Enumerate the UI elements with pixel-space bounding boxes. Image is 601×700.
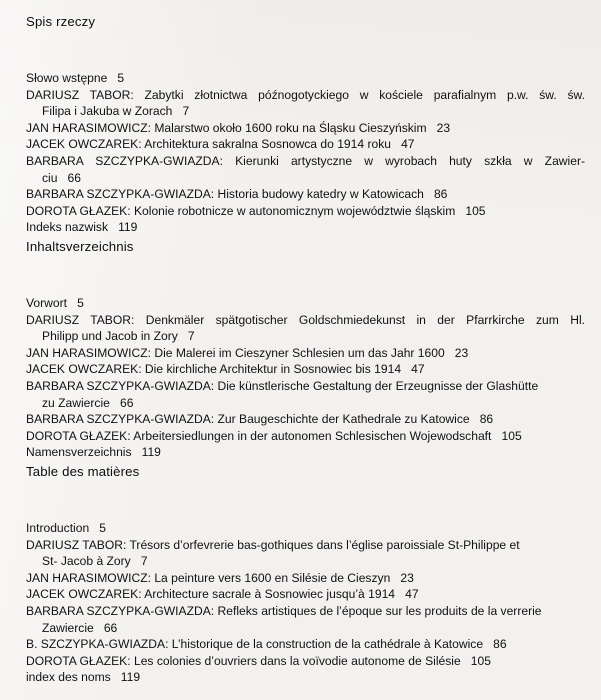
toc-entry[interactable]	[10, 428, 585, 445]
toc-entry-page-number: 86	[469, 412, 494, 427]
section-title-polish: Spis rzeczy	[26, 14, 96, 29]
toc-list-polish	[26, 70, 585, 236]
toc-entry-page-number: 86	[483, 637, 507, 652]
toc-entry-page-number: 66	[93, 620, 118, 635]
toc-entry-text: JACEK OWCZAREK: Die kirchliche Architektur in Sosnowiec bis 1914 47	[26, 362, 425, 377]
toc-entry-page-number: 119	[110, 670, 141, 685]
toc-entry[interactable]	[10, 378, 585, 411]
toc-entry[interactable]	[10, 570, 585, 587]
toc-entry-page-number: 5	[89, 521, 107, 535]
toc-entry[interactable]	[10, 537, 585, 570]
toc-entry-continuation: St- Jacob à Zory 7	[42, 554, 148, 569]
toc-entry-text: Słowo wstępne 5	[26, 71, 125, 85]
toc-entry-text: Namensverzeichnis 119	[26, 445, 161, 460]
toc-entry[interactable]	[10, 312, 585, 345]
toc-entry-continuation: Philipp und Jacob in Zory 7	[42, 329, 195, 344]
toc-entry-text: BARBARA SZCZYPKA-GWIAZDA: Kierunki artystyczne w wyrobach huty szkła w Zawier-	[26, 153, 585, 168]
toc-entry-text: BARBARA SZCZYPKA-GWIAZDA: Refleks artistiques de l’époque sur les produits de la verrerie	[26, 603, 542, 618]
toc-entry-page-number: 66	[109, 395, 134, 410]
toc-entry[interactable]	[10, 186, 585, 203]
toc-entry-page-number: 119	[108, 220, 138, 235]
toc-entry-text: Indeks nazwisk 119	[26, 220, 138, 235]
toc-entry-text: JAN HARASIMOWICZ: Die Malerei im Cieszyner Schlesien um das Jahr 1600 23	[26, 345, 469, 360]
toc-entry-text: JACEK OWCZAREK: Architecture sacrale à Sosnowiec jusqu’à 1914 47	[26, 587, 419, 602]
toc-entry-text: Introduction 5	[26, 521, 107, 535]
toc-entry[interactable]	[10, 653, 585, 670]
toc-entry-text: BARBARA SZCZYPKA-GWIAZDA: Zur Baugeschichte der Kathedrale zu Katowice 86	[26, 412, 494, 427]
toc-entry-page-number: 23	[426, 120, 451, 135]
toc-entry-page-number: 23	[444, 345, 469, 360]
toc-entry-text: JACEK OWCZAREK: Architektura sakralna Sosnowca do 1914 roku 47	[26, 137, 415, 152]
toc-entry-continuation: zu Zawiercie 66	[42, 395, 134, 410]
toc-entry-page-number: 5	[67, 296, 84, 310]
toc-entry[interactable]	[10, 345, 585, 362]
toc-entry-text: B. SZCZYPKA-GWIAZDA: L’historique de la construction de la cathédrale à Katowice 86	[26, 637, 507, 652]
toc-entry-page-number: 47	[395, 587, 419, 602]
toc-entry-text: DARIUSZ TABOR: Zabytki złotnictwa późnogotyckiego w kościele parafialnym p.w. św. św.	[26, 87, 585, 102]
toc-entry-text: DARIUSZ TABOR: Trésors d’orfevrerie bas-gothiques dans l’église paroissiale St-Philippe et	[26, 537, 520, 552]
toc-entry[interactable]	[10, 669, 585, 686]
toc-entry-text: DOROTA GŁAZEK: Kolonie robotnicze w autonomicznym województwie śląskim 105	[26, 203, 486, 218]
toc-entry[interactable]	[10, 87, 585, 120]
toc-entry-page-number: 105	[460, 653, 491, 668]
toc-entry-text: BARBARA SZCZYPKA-GWIAZDA: Historia budowy katedry w Katowicach 86	[26, 187, 448, 202]
toc-entry-text: DARIUSZ TABOR: Denkmäler spätgotischer Goldschmiedekunst in der Pfarrkirche zum Hl.	[26, 312, 585, 327]
toc-entry-page-number: 23	[390, 570, 414, 585]
toc-entry-continuation: Filipa i Jakuba w Zorach 7	[42, 104, 190, 119]
toc-entry[interactable]	[10, 586, 585, 603]
toc-list-german	[26, 295, 585, 461]
toc-list-french	[26, 520, 585, 686]
toc-entry-text: DOROTA GŁAZEK: Arbeitersiedlungen in der autonomen Schlesischen Wojewodschaft 105	[26, 428, 522, 443]
toc-entry-page-number: 105	[491, 428, 522, 443]
section-title-french: Table des matières	[26, 464, 140, 479]
toc-entry[interactable]	[10, 520, 585, 537]
toc-entry[interactable]	[10, 361, 585, 378]
toc-entry-text: JAN HARASIMOWICZ: La peinture vers 1600 en Silésie de Cieszyn 23	[26, 570, 414, 585]
toc-entry-page-number: 7	[130, 554, 148, 569]
toc-entry-text: JAN HARASIMOWICZ: Malarstwo około 1600 roku na Śląsku Cieszyńskim 23	[26, 120, 451, 135]
toc-entry[interactable]	[10, 136, 585, 153]
toc-entry-text: BARBARA SZCZYPKA-GWIAZDA: Die künstlerische Gestaltung der Erzeugnisse der Glashütte	[26, 378, 539, 393]
toc-entry-text: DOROTA GŁAZEK: Les colonies d’ouvriers dans la voïvodie autonome de Silésie 105	[26, 653, 491, 668]
toc-section-polish	[0, 14, 601, 236]
toc-entry[interactable]	[10, 411, 585, 428]
toc-entry-page-number: 7	[177, 329, 195, 344]
toc-entry[interactable]	[10, 444, 585, 461]
toc-entry-page-number: 5	[107, 71, 125, 85]
toc-entry[interactable]	[10, 603, 585, 636]
toc-entry[interactable]	[10, 153, 585, 186]
toc-entry-page-number: 86	[423, 187, 448, 202]
toc-section-german	[0, 239, 601, 461]
toc-entry-page-number: 47	[401, 362, 425, 377]
toc-entry-page-number: 105	[455, 203, 486, 218]
toc-entry[interactable]	[10, 295, 585, 312]
toc-entry[interactable]	[10, 636, 585, 653]
toc-entry-continuation: Zawiercie 66	[42, 620, 118, 635]
toc-entry[interactable]	[10, 70, 585, 87]
toc-entry[interactable]	[10, 219, 585, 236]
toc-entry-page-number: 119	[131, 445, 161, 460]
toc-entry-continuation: ciu 66	[42, 170, 82, 185]
toc-entry-text: index des noms 119	[26, 670, 141, 685]
toc-entry[interactable]	[10, 203, 585, 220]
toc-entry-page-number: 7	[172, 104, 190, 119]
toc-entry-page-number: 66	[57, 170, 82, 185]
toc-entry[interactable]	[10, 120, 585, 137]
toc-section-french	[0, 464, 601, 686]
section-title-german: Inhaltsverzeichnis	[26, 239, 134, 254]
toc-entry-text: Vorwort 5	[26, 296, 84, 310]
toc-entry-page-number: 47	[391, 137, 415, 152]
